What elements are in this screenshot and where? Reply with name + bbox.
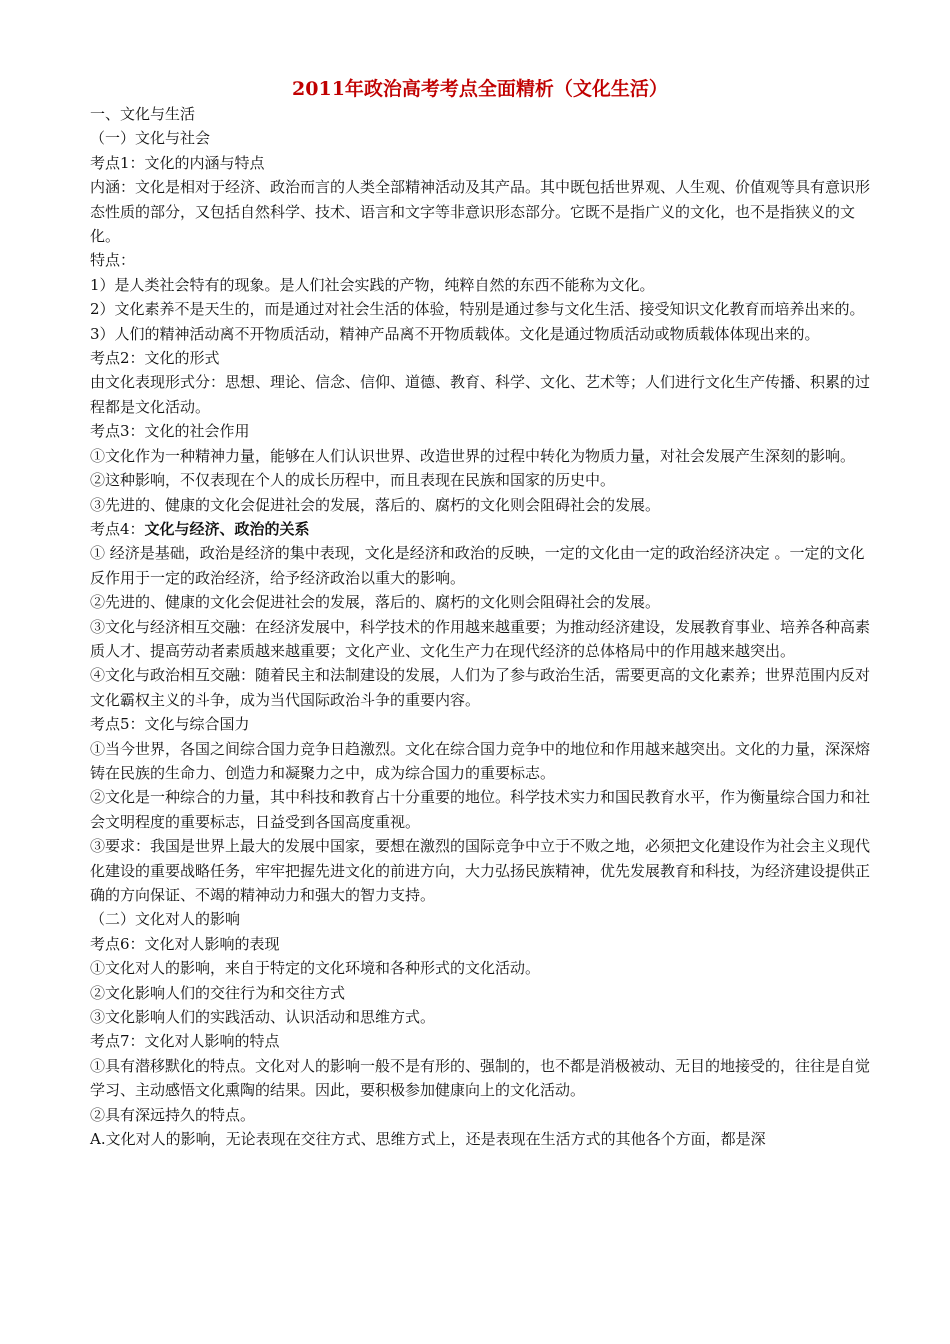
paragraph-text: 考点6：文化对人影响的表现	[90, 934, 280, 953]
paragraph	[90, 834, 870, 907]
paragraph-text: （一）文化与社会	[90, 129, 211, 148]
paragraph-text: ②先进的、健康的文化会促进社会的发展，落后的、腐朽的文化则会阻碍社会的发展。	[90, 593, 661, 612]
paragraph-text: 2）文化素养不是天生的，而是通过对社会生活的体验，特别是通过参与文化生活、接受知识文化教育而培养出来的。	[90, 300, 865, 319]
paragraph-text: A.文化对人的影响，无论表现在交往方式、思维方式上，还是表现在生活方式的其他各个方面，都是深	[90, 1130, 766, 1149]
paragraph-text: 考点7：文化对人影响的特点	[90, 1032, 280, 1051]
paragraph	[90, 615, 870, 664]
paragraph-text: ②具有深远持久的特点。	[90, 1105, 256, 1124]
paragraph-text: ①具有潜移默化的特点。文化对人的影响一般不是有形的、强制的，也不都是消极被动、无目的地接受的，往往是自觉学习、主动感悟文化熏陶的结果。因此，要积极参加健康向上的文化活动。	[90, 1056, 871, 1100]
paragraph	[90, 956, 870, 980]
paragraph-text: 考点4：	[90, 519, 145, 538]
paragraph	[90, 297, 870, 321]
paragraph	[90, 1029, 870, 1053]
paragraph-text: （二）文化对人的影响	[90, 910, 241, 929]
paragraph-text: 一、文化与生活	[90, 105, 196, 123]
paragraph-text: 1）是人类社会特有的现象。是人们社会实践的产物，纯粹自然的东西不能称为文化。	[90, 275, 655, 294]
paragraph-text: ②文化是一种综合的力量，其中科技和教育占十分重要的地位。科学技术实力和国民教育水平，作为衡量综合国力和社会文明程度的重要标志，日益受到各国高度重视。	[90, 788, 871, 831]
paragraph	[90, 907, 870, 931]
paragraph-text: 内涵：文化是相对于经济、政治而言的人类全部精神活动及其产品。其中既包括世界观、人生观、价值观等具有意识形态性质的部分，又包括自然科学、技术、语言和文字等非意识形态部分。它既不是指广义的文化，也不是指狭义的文化。	[90, 178, 871, 246]
paragraph	[90, 468, 870, 492]
paragraph	[90, 419, 870, 443]
paragraph	[90, 370, 870, 419]
paragraph	[90, 1127, 870, 1151]
paragraph-text: ②这种影响，不仅表现在个人的成长历程中，而且表现在民族和国家的历史中。	[90, 471, 616, 490]
paragraph-text: 由文化表现形式分：思想、理论、信念、信仰、道德、教育、科学、文化、艺术等；人们进行文化生产传播、积累的过程都是文化活动。	[90, 373, 871, 416]
paragraph	[90, 1103, 870, 1127]
paragraph	[90, 590, 870, 614]
paragraph	[90, 493, 870, 517]
paragraph	[90, 346, 870, 370]
paragraph	[90, 737, 870, 786]
paragraph-text: ③要求：我国是世界上最大的发展中国家，要想在激烈的国际竞争中立于不败之地，必须把文化建设作为社会主义现代化建设的重要战略任务，牢牢把握先进文化的前进方向，大力弘扬民族精神，优先发展教育和科技，为经济建设提供正确的方向保证、不竭的精神动力和强大的智力支持。	[90, 837, 871, 904]
paragraph	[90, 663, 870, 712]
paragraph-text: ③先进的、健康的文化会促进社会的发展，落后的、腐朽的文化则会阻碍社会的发展。	[90, 495, 661, 514]
paragraph	[90, 126, 870, 150]
paragraph	[90, 322, 870, 346]
paragraph-text: 3）人们的精神活动离不开物质活动，精神产品离不开物质载体。文化是通过物质活动或物质载体体现出来的。	[90, 324, 820, 343]
paragraph	[90, 444, 870, 468]
paragraph	[90, 175, 870, 248]
paragraph-text: ③文化影响人们的实践活动、认识活动和思维方式。	[90, 1008, 436, 1027]
paragraph-text: ①当今世界，各国之间综合国力竞争日趋激烈。文化在综合国力竞争中的地位和作用越来越突出。文化的力量，深深熔铸在民族的生命力、创造力和凝聚力之中，成为综合国力的重要标志。	[90, 739, 871, 782]
paragraph-text: 考点2：文化的形式	[90, 349, 220, 368]
paragraph	[90, 273, 870, 297]
paragraph-text: 考点5：文化与综合国力	[90, 715, 250, 734]
paragraph	[90, 712, 870, 736]
paragraph	[90, 517, 870, 541]
paragraph	[90, 102, 870, 126]
paragraph-text: 考点3：文化的社会作用	[90, 422, 250, 441]
paragraph-text: 考点1：文化的内涵与特点	[90, 153, 265, 172]
paragraph	[90, 151, 870, 175]
paragraph	[90, 1054, 870, 1103]
paragraph	[90, 981, 870, 1005]
paragraph-text: ②文化影响人们的交往行为和交往方式	[90, 983, 346, 1002]
paragraph-text: 特点：	[90, 251, 136, 270]
document-page	[90, 76, 870, 1151]
paragraph	[90, 248, 870, 272]
paragraph	[90, 1005, 870, 1029]
paragraph	[90, 541, 870, 590]
document-title: 2011年政治高考考点全面精析（文化生活）	[292, 78, 668, 100]
document-body	[90, 102, 870, 1151]
paragraph-text: ①文化对人的影响，来自于特定的文化环境和各种形式的文化活动。	[90, 959, 541, 978]
paragraph-text: ③文化与经济相互交融：在经济发展中，科学技术的作用越来越重要；为推动经济建设，发展教育事业、培养各种高素质人才、提高劳动者素质越来越重要；文化产业、文化生产力在现代经济的总体格局中的作用越来越突出。	[90, 617, 871, 660]
paragraph-bold-text: 文化与经济、政治的关系	[144, 519, 310, 538]
paragraph	[90, 932, 870, 956]
paragraph-text: ④文化与政治相互交融：随着民主和法制建设的发展，人们为了参与政治生活，需要更高的文化素养；世界范围内反对文化霸权主义的斗争，成为当代国际政治斗争的重要内容。	[90, 666, 871, 709]
paragraph-text: ① 经济是基础，政治是经济的集中表现，文化是经济和政治的反映，一定的文化由一定的政治经济决定 。一定的文化反作用于一定的政治经济，给予经济政治以重大的影响。	[90, 544, 865, 587]
paragraph	[90, 785, 870, 834]
paragraph-text: ①文化作为一种精神力量，能够在人们认识世界、改造世界的过程中转化为物质力量，对社会发展产生深刻的影响。	[90, 446, 856, 465]
